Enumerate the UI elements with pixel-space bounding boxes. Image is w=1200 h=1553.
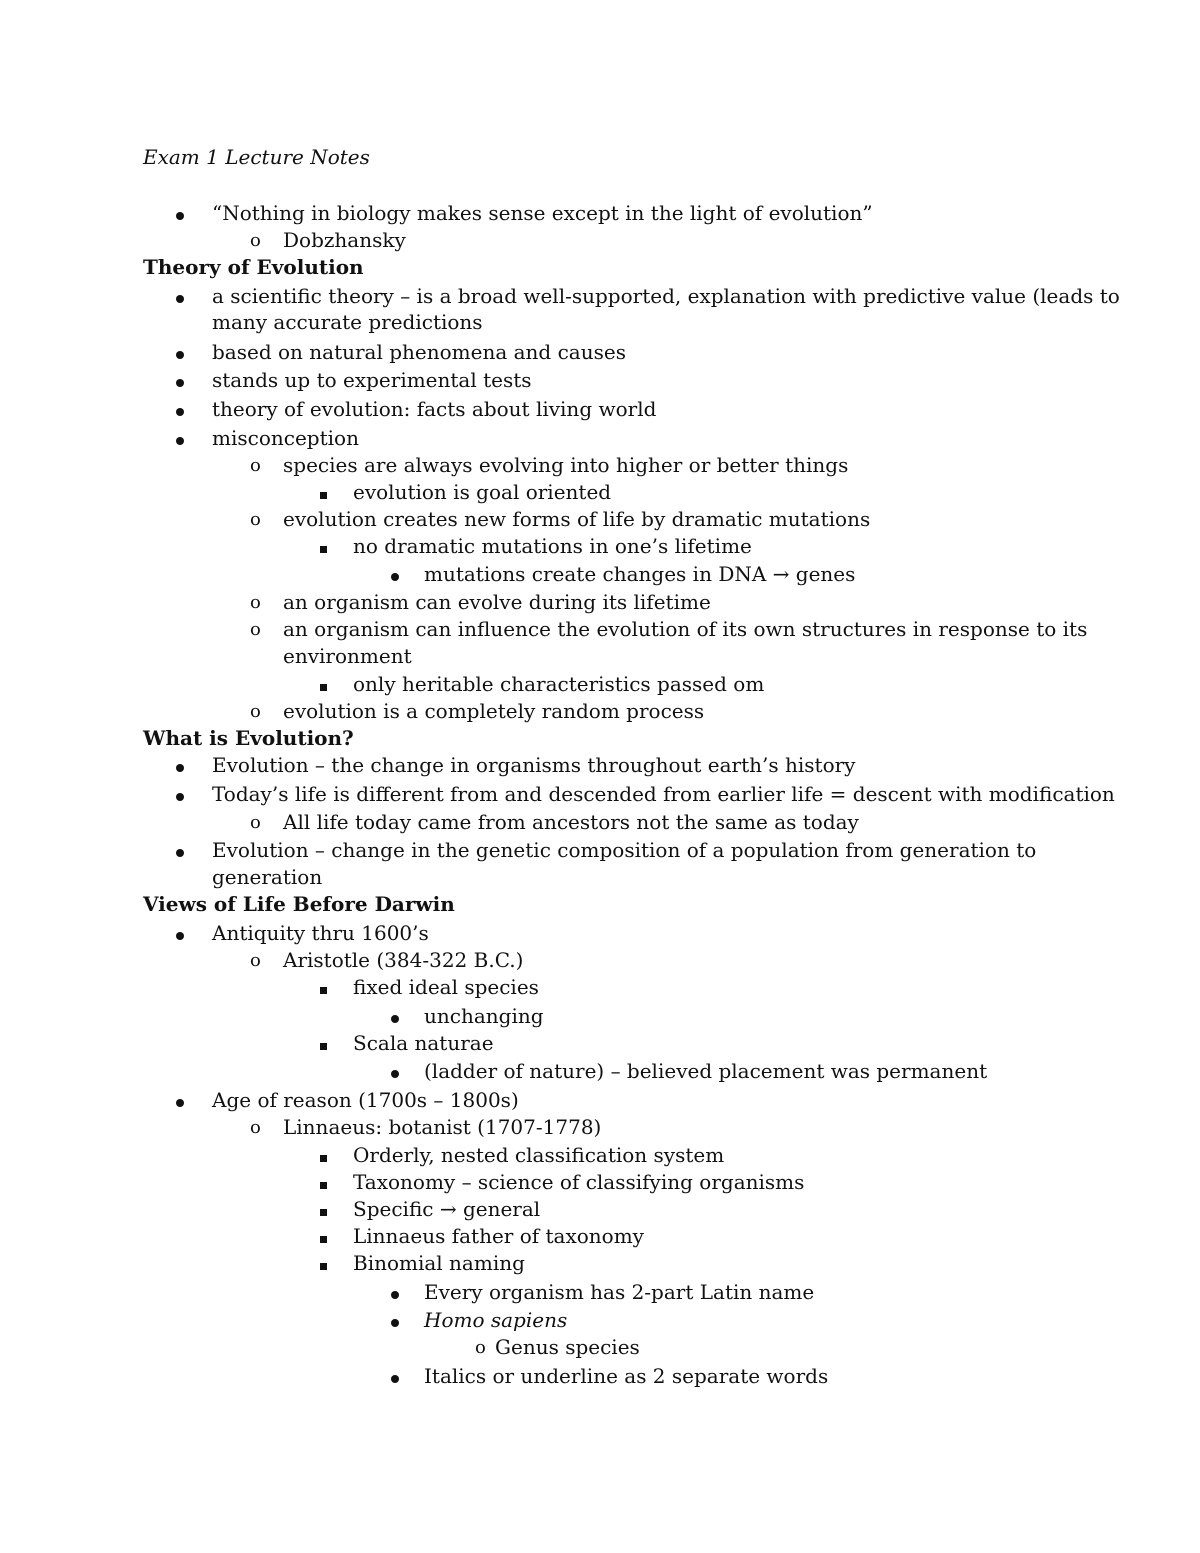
line-text: environment — [283, 644, 412, 668]
line-text: Italics or underline as 2 separate words — [424, 1364, 829, 1388]
bullet-dot-icon — [176, 425, 184, 452]
line-text: Views of Life Before Darwin — [143, 892, 455, 916]
line-text: an organism can influence the evolution of its own structures in response to its — [283, 617, 1088, 641]
bullet-square-icon — [320, 533, 327, 560]
line-text: Evolution – change in the genetic composition of a population from generation to — [212, 838, 1037, 862]
line-text: Scala naturae — [353, 1031, 494, 1055]
line-text: no dramatic mutations in one’s lifetime — [353, 534, 752, 558]
bullet-dot-icon — [176, 283, 184, 310]
line-text: Binomial naming — [353, 1251, 525, 1275]
line-text: Theory of Evolution — [143, 255, 364, 279]
line-text: only heritable characteristics passed om — [353, 672, 765, 696]
bullet-dot-icon — [391, 561, 399, 588]
line-text: Linnaeus: botanist (1707-1778) — [283, 1115, 602, 1139]
line-text: Today’s life is different from and descended from earlier life = descent with modification — [212, 782, 1115, 806]
bullet-circle-icon: o — [250, 592, 261, 613]
bullet-square-icon — [320, 1169, 327, 1196]
bullet-circle-icon: o — [475, 1337, 486, 1358]
line-text: Age of reason (1700s – 1800s) — [212, 1088, 519, 1112]
line-text: All life today came from ancestors not the same as today — [283, 810, 859, 834]
line-text: “Nothing in biology makes sense except in the light of evolution” — [212, 201, 873, 225]
bullet-dot-icon — [391, 1307, 399, 1334]
bullet-dot-icon — [176, 752, 184, 779]
line-text: Antiquity thru 1600’s — [212, 921, 429, 945]
line-text: an organism can evolve during its lifetime — [283, 590, 711, 614]
bullet-circle-icon: o — [250, 950, 261, 971]
bullet-circle-icon: o — [250, 701, 261, 722]
bullet-dot-icon — [176, 781, 184, 808]
bullet-square-icon — [320, 1030, 327, 1057]
bullet-circle-icon: o — [250, 455, 261, 476]
bullet-circle-icon: o — [250, 509, 261, 530]
line-text: Every organism has 2-part Latin name — [424, 1280, 815, 1304]
line-text: (ladder of nature) – believed placement was permanent — [424, 1059, 988, 1083]
bullet-square-icon — [320, 974, 327, 1001]
bullet-dot-icon — [176, 920, 184, 947]
line-text: Specific → general — [353, 1197, 541, 1221]
bullet-dot-icon — [391, 1279, 399, 1306]
line-text: Homo sapiens — [424, 1308, 568, 1332]
line-text: stands up to experimental tests — [212, 368, 532, 392]
line-text: unchanging — [424, 1004, 544, 1028]
bullet-dot-icon — [176, 339, 184, 366]
bullet-square-icon — [320, 671, 327, 698]
line-text: evolution is a completely random process — [283, 699, 705, 723]
bullet-dot-icon — [391, 1363, 399, 1390]
bullet-square-icon — [320, 1250, 327, 1277]
line-text: based on natural phenomena and causes — [212, 340, 626, 364]
bullet-square-icon — [320, 479, 327, 506]
bullet-dot-icon — [176, 200, 184, 227]
line-text: Dobzhansky — [283, 228, 406, 252]
bullet-square-icon — [320, 1142, 327, 1169]
line-text: What is Evolution? — [143, 726, 354, 750]
line-text: Genus species — [495, 1335, 640, 1359]
line-text: Aristotle (384-322 B.C.) — [283, 948, 524, 972]
bullet-circle-icon: o — [250, 230, 261, 251]
line-text: Evolution – the change in organisms throughout earth’s history — [212, 753, 856, 777]
bullet-dot-icon — [176, 1087, 184, 1114]
line-text: evolution is goal oriented — [353, 480, 612, 504]
bullet-dot-icon — [176, 367, 184, 394]
bullet-dot-icon — [391, 1003, 399, 1030]
line-text: Taxonomy – science of classifying organisms — [353, 1170, 805, 1194]
line-text: generation — [212, 865, 323, 889]
page-title: Exam 1 Lecture Notes — [143, 145, 370, 169]
line-text: species are always evolving into higher or better things — [283, 453, 849, 477]
bullet-dot-icon — [176, 837, 184, 864]
line-text: a scientific theory – is a broad well-supported, explanation with predictive value (leads to — [212, 284, 1120, 308]
line-text: fixed ideal species — [353, 975, 539, 999]
bullet-circle-icon: o — [250, 812, 261, 833]
bullet-square-icon — [320, 1223, 327, 1250]
line-text: theory of evolution: facts about living world — [212, 397, 657, 421]
bullet-square-icon — [320, 1196, 327, 1223]
line-text: Linnaeus father of taxonomy — [353, 1224, 644, 1248]
line-text: misconception — [212, 426, 359, 450]
bullet-dot-icon — [391, 1058, 399, 1085]
line-text: many accurate predictions — [212, 310, 483, 334]
bullet-dot-icon — [176, 396, 184, 423]
line-text: Orderly, nested classification system — [353, 1143, 725, 1167]
bullet-circle-icon: o — [250, 619, 261, 640]
bullet-circle-icon: o — [250, 1117, 261, 1138]
line-text: mutations create changes in DNA → genes — [424, 562, 856, 586]
line-text: evolution creates new forms of life by dramatic mutations — [283, 507, 871, 531]
